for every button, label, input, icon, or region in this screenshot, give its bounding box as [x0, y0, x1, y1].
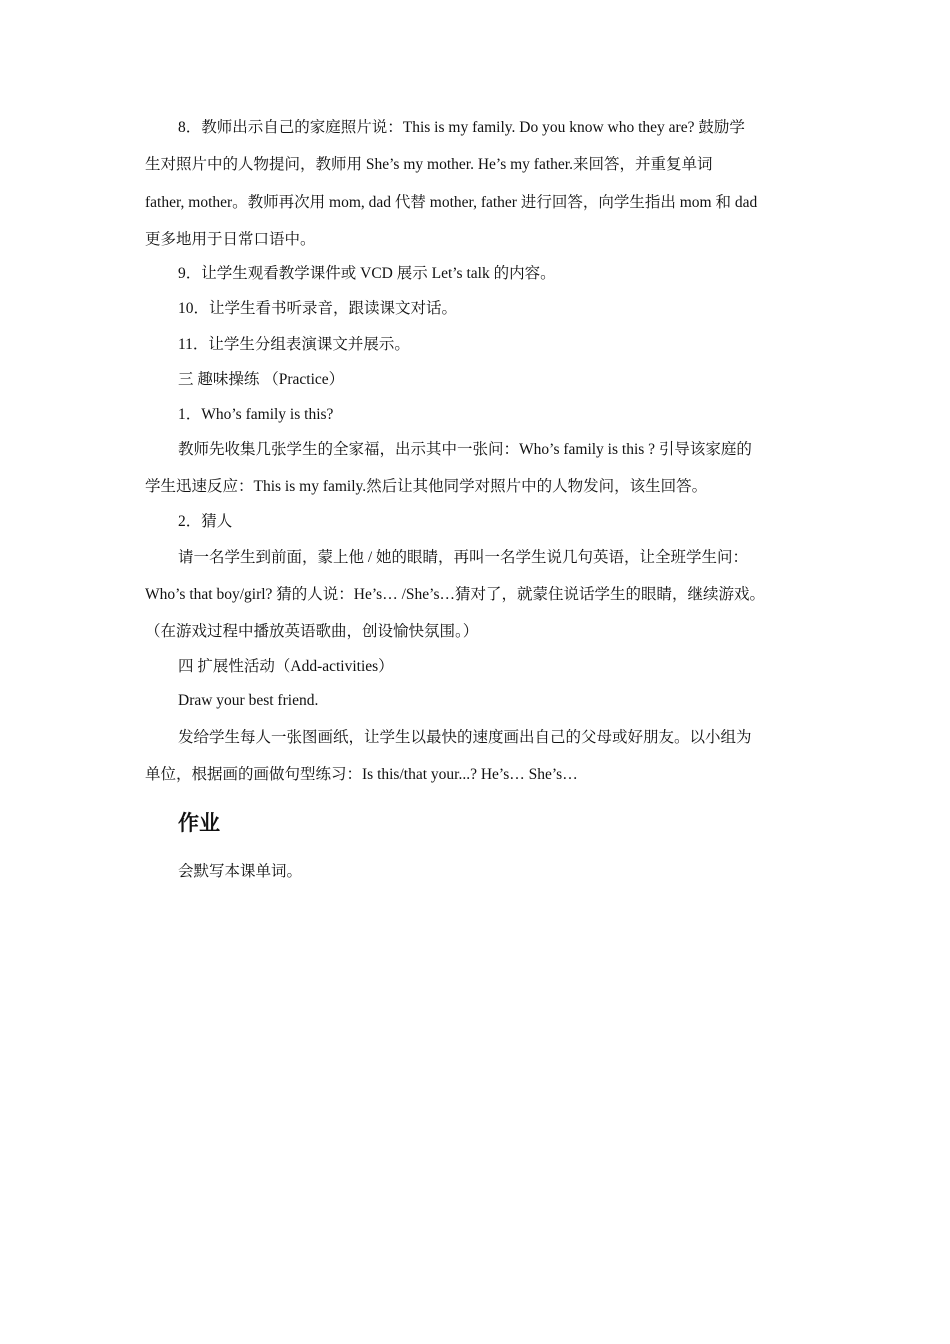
- homework-text: 会默写本课单词。: [178, 863, 303, 880]
- practice-item-1-title: 1．Who’s family is this?: [178, 406, 334, 423]
- step-8-line-3: father, mother。教师再次用 mom, dad 代替 mother, father 进行回答，向学生指出 mom 和 dad: [145, 194, 758, 211]
- step-11: 11．让学生分组表演课文并展示。: [178, 336, 410, 353]
- draw-activity-title: Draw your best friend.: [178, 692, 319, 709]
- draw-activity-desc-line-2: 单位，根据画的画做句型练习：Is this/that your...? He’s… She’s…: [145, 766, 578, 783]
- section-practice-title: 三 趣味操练 （Practice）: [178, 371, 345, 388]
- step-10: 10．让学生看书听录音，跟读课文对话。: [178, 300, 458, 317]
- practice-item-2-desc-line-3: （在游戏过程中播放英语歌曲，创设愉快氛围。）: [145, 623, 479, 640]
- practice-item-2-desc-line-1: 请一名学生到前面，蒙上他 / 她的眼睛，再叫一名学生说几句英语，让全班学生问：: [178, 549, 749, 566]
- practice-item-1-desc-line-1: 教师先收集几张学生的全家福，出示其中一张问：Who’s family is this ? 引导该家庭的: [178, 441, 752, 458]
- homework-heading: 作业: [178, 811, 220, 835]
- step-8-line-2: 生对照片中的人物提问，教师用 She’s my mother. He’s my father.来回答，并重复单词: [145, 156, 713, 173]
- practice-item-2-title: 2．猜人: [178, 513, 233, 530]
- step-8-line-4: 更多地用于日常口语中。: [145, 231, 316, 248]
- draw-activity-desc-line-1: 发给学生每人一张图画纸，让学生以最快的速度画出自己的父母或好朋友。以小组为: [178, 729, 752, 746]
- practice-item-1-desc-line-2: 学生迅速反应：This is my family.然后让其他同学对照片中的人物发问，该生回答。: [145, 478, 708, 495]
- step-8-line-1: 8．教师出示自己的家庭照片说：This is my family. Do you know who they are? 鼓励学: [178, 119, 745, 136]
- section-add-activities-title: 四 扩展性活动（Add-activities）: [178, 658, 394, 675]
- practice-item-2-desc-line-2: Who’s that boy/girl? 猜的人说：He’s… /She’s…猜对了，就蒙住说话学生的眼睛，继续游戏。: [145, 586, 765, 603]
- step-9: 9．让学生观看教学课件或 VCD 展示 Let’s talk 的内容。: [178, 265, 556, 282]
